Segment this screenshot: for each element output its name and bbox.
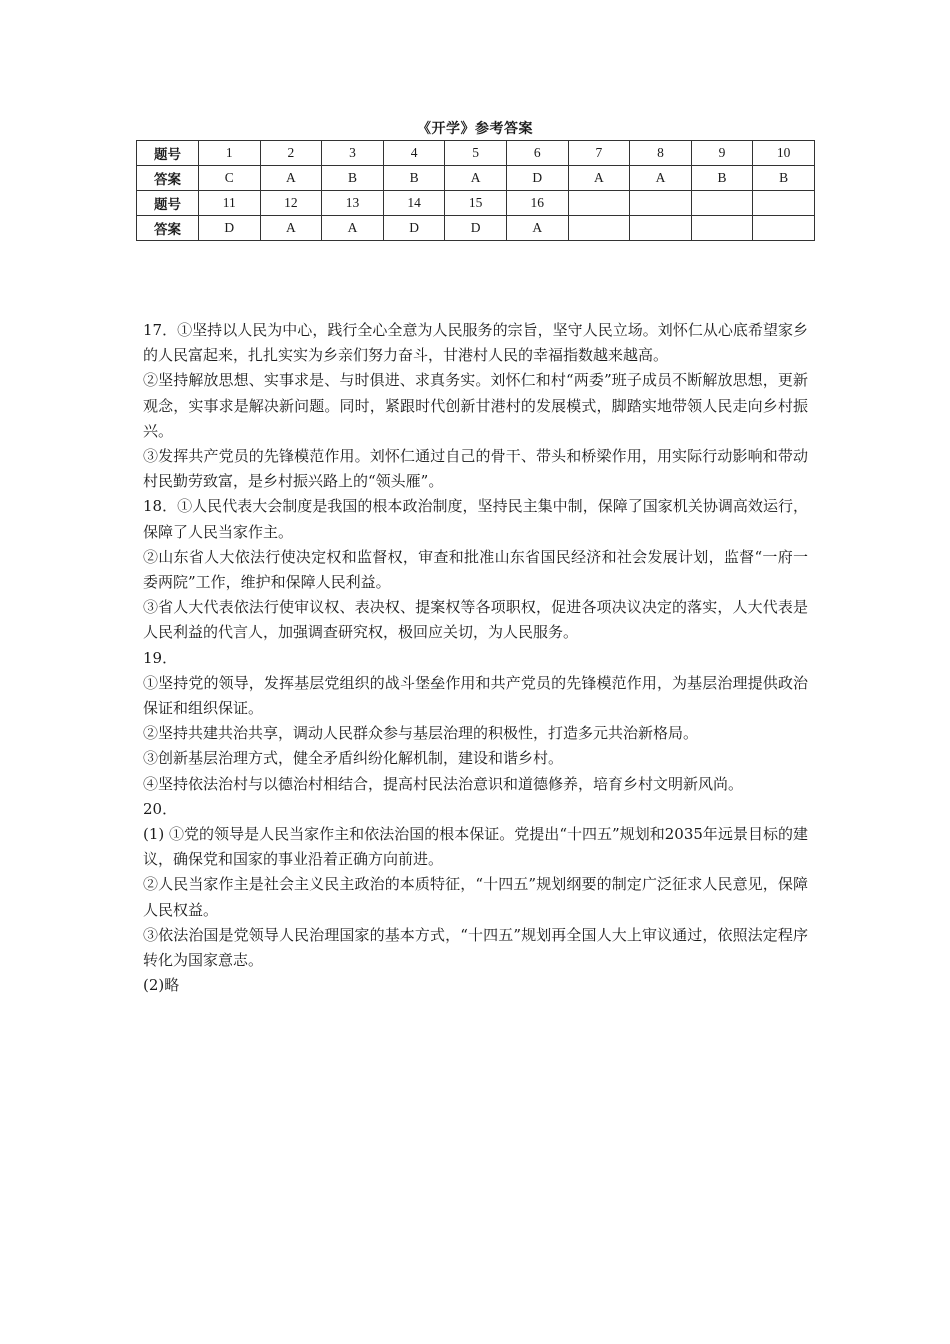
table-cell: 9 bbox=[691, 141, 753, 166]
table-cell: A bbox=[445, 166, 507, 191]
table-cell: 14 bbox=[383, 191, 445, 216]
table-cell: 11 bbox=[199, 191, 261, 216]
answer-table bbox=[136, 140, 815, 241]
table-cell: B bbox=[691, 166, 753, 191]
row-header: 题号 bbox=[137, 191, 199, 216]
table-cell: 7 bbox=[568, 141, 630, 166]
answer-paragraph: 18．①人民代表大会制度是我国的根本政治制度，坚持民主集中制，保障了国家机关协调高效运行，保障了人民当家作主。 bbox=[143, 497, 808, 541]
answer-paragraph: (2)略 bbox=[143, 976, 180, 995]
table-cell: 13 bbox=[322, 191, 384, 216]
table-cell: D bbox=[445, 216, 507, 241]
answer-paragraph: ②人民当家作主是社会主义民主政治的本质特征，“十四五”规划纲要的制定广泛征求人民意见，保障人民权益。 bbox=[143, 875, 808, 919]
table-cell: A bbox=[322, 216, 384, 241]
table-cell: 15 bbox=[445, 191, 507, 216]
table-row bbox=[137, 141, 815, 166]
page-title: 《开学》参考答案 bbox=[417, 121, 533, 137]
table-cell: D bbox=[383, 216, 445, 241]
table-cell: 12 bbox=[260, 191, 322, 216]
answer-content bbox=[143, 318, 808, 998]
table-cell bbox=[691, 216, 753, 241]
table-row bbox=[137, 166, 815, 191]
table-cell bbox=[630, 191, 692, 216]
table-cell: B bbox=[322, 166, 384, 191]
table-cell bbox=[691, 191, 753, 216]
table-row bbox=[137, 216, 815, 241]
table-cell: 8 bbox=[630, 141, 692, 166]
table-cell: 16 bbox=[506, 191, 568, 216]
row-header: 答案 bbox=[137, 166, 199, 191]
table-cell bbox=[568, 216, 630, 241]
row-header: 答案 bbox=[137, 216, 199, 241]
table-cell: 4 bbox=[383, 141, 445, 166]
answer-paragraph: ②坚持解放思想、实事求是、与时俱进、求真务实。刘怀仁和村“两委”班子成员不断解放思想，更新观念，实事求是解决新问题。同时，紧跟时代创新甘港村的发展模式，脚踏实地带领人民走向乡村振兴。 bbox=[143, 371, 808, 440]
answer-paragraph: ③依法治国是党领导人民治理国家的基本方式，“十四五”规划再全国人大上审议通过，依照法定程序转化为国家意志。 bbox=[143, 925, 808, 970]
table-row bbox=[137, 191, 815, 216]
table-cell: A bbox=[260, 216, 322, 241]
answer-paragraph: ②山东省人大依法行使决定权和监督权，审查和批准山东省国民经济和社会发展计划，监督“一府一委两院”工作，维护和保障人民利益。 bbox=[143, 547, 808, 592]
table-cell: B bbox=[753, 166, 815, 191]
answer-paragraph: ③省人大代表依法行使审议权、表决权、提案权等各项职权，促进各项决议决定的落实，人大代表是人民利益的代言人，加强调查研究权，极回应关切，为人民服务。 bbox=[143, 598, 808, 642]
answer-paragraph: ③创新基层治理方式，健全矛盾纠纷化解机制，建设和谐乡村。 bbox=[143, 749, 564, 768]
table-cell: 10 bbox=[753, 141, 815, 166]
table-cell: B bbox=[383, 166, 445, 191]
answer-paragraph: 17．①坚持以人民为中心，践行全心全意为人民服务的宗旨，坚守人民立场。刘怀仁从心底希望家乡的人民富起来，扎扎实实为乡亲们努力奋斗，甘港村人民的幸福指数越来越高。 bbox=[143, 321, 808, 365]
answer-paragraph: ②坚持共建共治共享，调动人民群众参与基层治理的积极性，打造多元共治新格局。 bbox=[143, 724, 699, 743]
answer-paragraph: 19． bbox=[143, 648, 178, 667]
table-cell: A bbox=[506, 216, 568, 241]
table-cell: 3 bbox=[322, 141, 384, 166]
answer-paragraph: ①坚持党的领导，发挥基层党组织的战斗堡垒作用和共产党员的先锋模范作用，为基层治理提供政治保证和组织保证。 bbox=[143, 673, 808, 718]
table-cell bbox=[753, 191, 815, 216]
table-cell: 2 bbox=[260, 141, 322, 166]
table-cell: D bbox=[199, 216, 261, 241]
answer-paragraph: 20． bbox=[143, 799, 178, 818]
table-cell bbox=[753, 216, 815, 241]
table-cell: D bbox=[506, 166, 568, 191]
answer-paragraph: (1) ①党的领导是人民当家作主和依法治国的根本保证。党提出“十四五”规划和2035年远景目标的建议，确保党和国家的事业沿着正确方向前进。 bbox=[143, 825, 808, 869]
row-header: 题号 bbox=[137, 141, 199, 166]
table-cell bbox=[568, 191, 630, 216]
table-cell: A bbox=[568, 166, 630, 191]
table-cell: 5 bbox=[445, 141, 507, 166]
answer-paragraph: ③发挥共产党员的先锋模范作用。刘怀仁通过自己的骨干、带头和桥梁作用，用实际行动影响和带动村民勤劳致富，是乡村振兴路上的“领头雁”。 bbox=[143, 447, 808, 491]
table-cell: A bbox=[630, 166, 692, 191]
table-cell: C bbox=[199, 166, 261, 191]
table-cell bbox=[630, 216, 692, 241]
table-cell: 6 bbox=[506, 141, 568, 166]
table-cell: 1 bbox=[199, 141, 261, 166]
answer-paragraph: ④坚持依法治村与以德治村相结合，提高村民法治意识和道德修养，培育乡村文明新风尚。 bbox=[143, 774, 744, 793]
table-cell: A bbox=[260, 166, 322, 191]
